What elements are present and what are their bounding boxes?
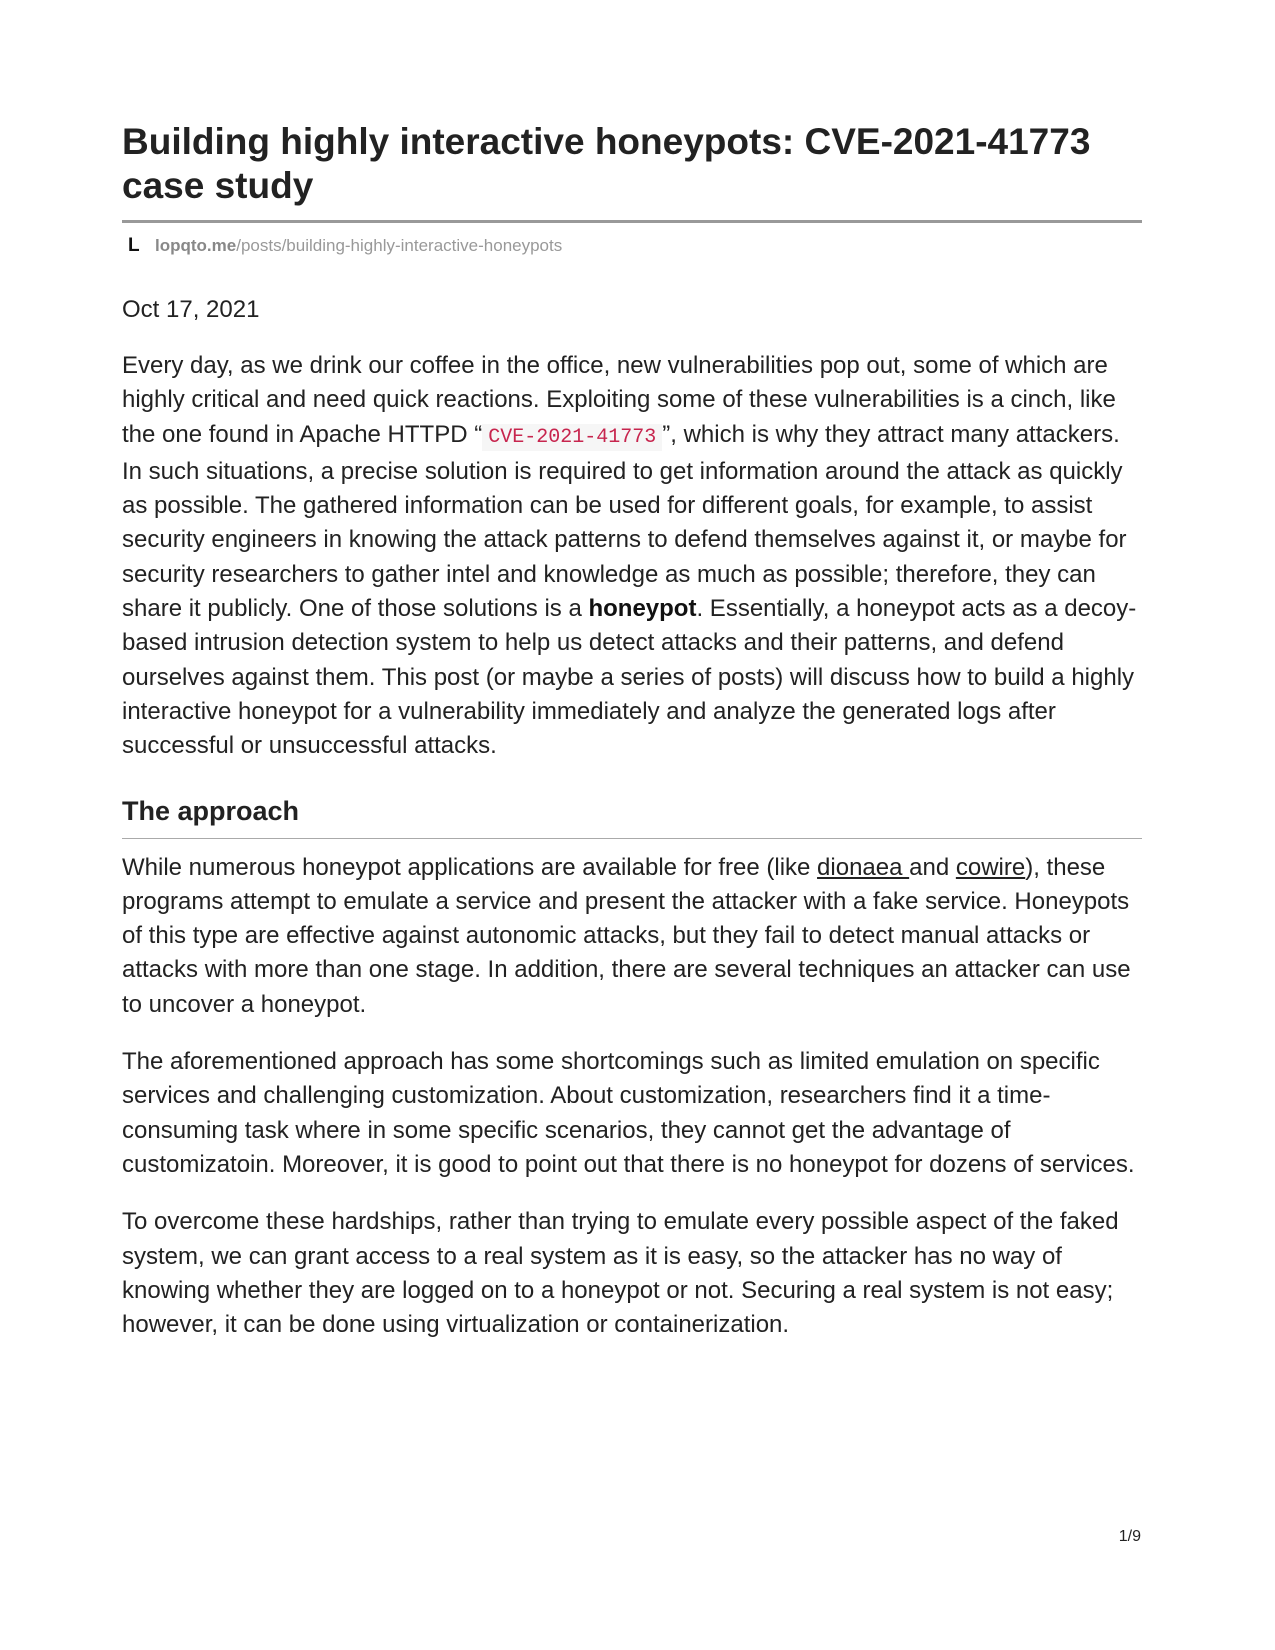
site-logo-icon: L	[128, 235, 140, 256]
approach-text-2: and	[909, 853, 956, 881]
dionaea-link[interactable]: dionaea	[817, 853, 910, 881]
approach-paragraph-2: The aforementioned approach has some shortcomings such as limited emulation on specific services and challenging customization. About customization, researchers find it a time-consuming task where in some specific scenarios, they cannot get the advantage of customizatoin. Moreover, it is good to point out that there is no honeypot for dozens of services.	[122, 1048, 1135, 1178]
approach-text-1: While numerous honeypot applications are available for free (like	[122, 853, 818, 881]
intro-paragraph	[122, 349, 1142, 764]
approach-paragraph-1	[122, 851, 1142, 1022]
approach-paragraph-3: To overcome these hardships, rather than trying to emulate every possible aspect of the faked system, we can grant access to a real system as it is easy, so the attacker has no way of knowing whether they are logged on to a honeypot or not. Securing a real system is not easy; however, it can be done using virtualization or containerization.	[122, 1208, 1119, 1339]
publish-date: Oct 17, 2021	[122, 296, 260, 323]
section-heading-approach: The approach	[122, 794, 1142, 839]
page-number: 1/9	[1118, 1528, 1141, 1545]
intro-text-3: . Essentially, a honeypot acts as a decoy-based intrusion detection system to help us detect attacks and their patterns, and defend ourselves against them. This post (or maybe a series of posts) will discuss how to build a highly interactive honeypot for a vulnerability immediately and analyze the generated logs after successful or unsuccessful attacks.	[122, 595, 1137, 760]
approach-text-3: ), these programs attempt to emulate a service and present the attacker with a fake service. Honeypots of this type are effective against autonomic attacks, but they fail to detect manual attacks or attacks with more than one stage. In addition, there are several techniques an attacker can use to uncover a honeypot.	[122, 853, 1131, 1018]
article-title: Building highly interactive honeypots: CVE-2021-41773 case study	[122, 120, 1142, 223]
honeypot-bold: honeypot	[588, 595, 697, 623]
source-path[interactable]: /posts/building-highly-interactive-honeypots	[236, 236, 563, 255]
cve-code: CVE-2021-41773	[482, 424, 662, 451]
article	[122, 120, 1142, 1342]
source-line[interactable]	[122, 235, 1142, 257]
intro-text-1: Every day, as we drink our coffee in the office, new vulnerabilities pop out, some of which are highly critical and need quick reactions. Exploiting some of these vulnerabilities is a cinch, like the one found in Apache HTTPD “	[122, 352, 1116, 448]
intro-text-2: ”, which is why they attract many attackers. In such situations, a precise solution is required to get information around the attack as quickly as possible. The gathered information can be used for different goals, for example, to assist security engineers in knowing the attack patterns to defend themselves against it, or maybe for security researchers to gather intel and knowledge as much as possible; therefore, they can share it publicly. One of those solutions is a	[122, 420, 1127, 623]
source-domain[interactable]: lopqto.me	[155, 236, 237, 255]
cowire-link[interactable]: cowire	[955, 853, 1026, 881]
